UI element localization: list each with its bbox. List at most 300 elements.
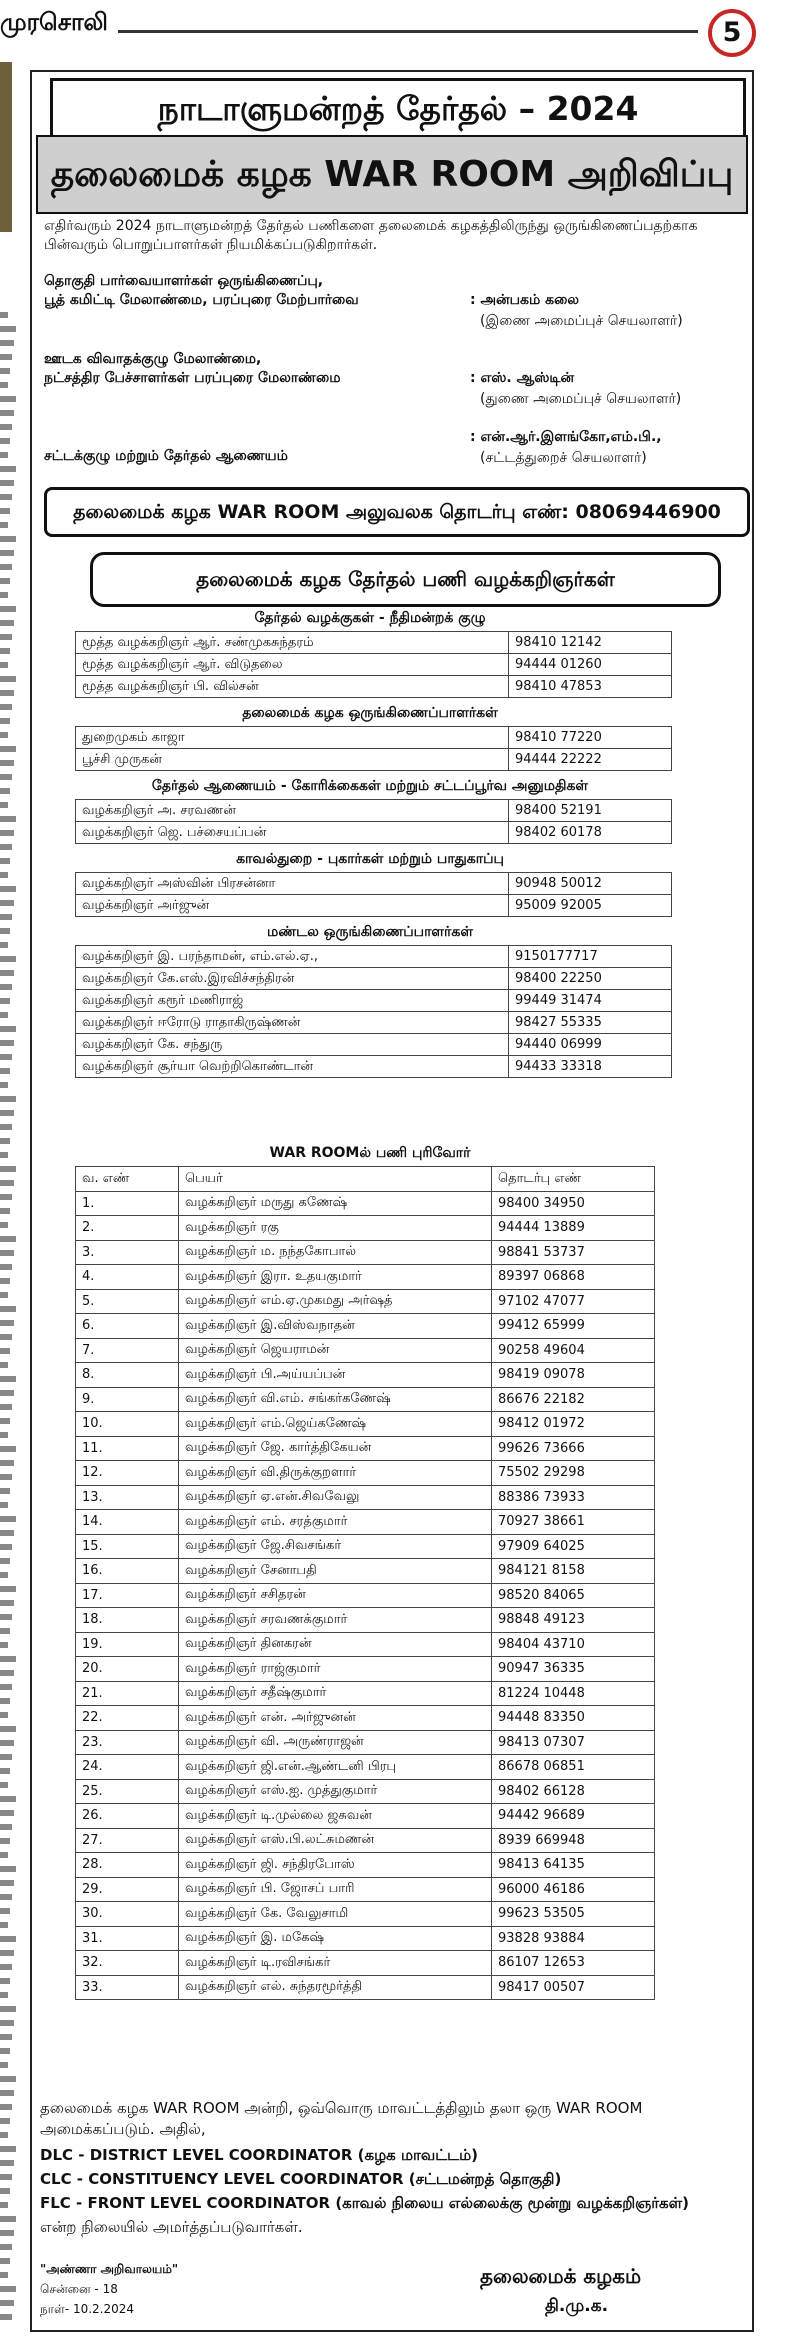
serial-number: 15. — [76, 1534, 179, 1559]
adjacent-text-line — [0, 1600, 14, 1606]
phone-number: 94444 22222 — [509, 749, 672, 771]
phone-number: 98400 52191 — [509, 800, 672, 822]
phone-number: 75502 29298 — [492, 1461, 655, 1486]
role-name: : அன்பகம் கலை — [470, 292, 579, 308]
adjacent-text-line — [0, 2160, 14, 2166]
adjacent-text-line — [0, 718, 10, 724]
adjacent-photo — [0, 62, 12, 232]
adjacent-text-line — [0, 1894, 12, 1900]
group-table — [75, 726, 672, 771]
adjacent-text-line — [0, 354, 12, 360]
adjacent-text-line — [0, 844, 12, 850]
adjacent-text-line — [0, 2258, 10, 2264]
group-table — [75, 945, 672, 1078]
phone-number: 98417 00507 — [492, 1975, 655, 2000]
adjacent-text-line — [0, 1222, 8, 1228]
phone-number: 81224 10448 — [492, 1681, 655, 1706]
lawyer-name: வழக்கறிஞர் ராஜ்குமார் — [179, 1657, 492, 1682]
adjacent-text-line — [0, 2020, 14, 2026]
adjacent-text-line — [0, 494, 12, 500]
adjacent-text-line — [0, 1362, 8, 1368]
adjacent-text-line — [0, 1908, 10, 1914]
phone-number: 98410 12142 — [509, 632, 672, 654]
phone-number: 98402 66128 — [492, 1779, 655, 1804]
adjacent-text-line — [0, 886, 16, 892]
adjacent-text-line — [0, 1236, 16, 1242]
adjacent-text-line — [0, 1796, 16, 1802]
adjacent-text-line — [0, 2300, 14, 2306]
adjacent-text-line — [0, 1880, 14, 1886]
adjacent-text-line — [0, 1516, 16, 1522]
table-row — [76, 1289, 655, 1314]
adjacent-text-line — [0, 424, 12, 430]
adjacent-text-line — [0, 2048, 10, 2054]
serial-number: 12. — [76, 1461, 179, 1486]
table-row — [76, 1804, 655, 1829]
serial-number: 19. — [76, 1632, 179, 1657]
adjacent-text-line — [0, 410, 14, 416]
phone-number: 94448 83350 — [492, 1706, 655, 1731]
table-header-row — [76, 1167, 655, 1192]
table-row — [76, 1363, 655, 1388]
serial-number: 10. — [76, 1412, 179, 1437]
adjacent-text-line — [0, 1110, 14, 1116]
flc-line: FLC - FRONT LEVEL COORDINATOR (காவல் நிலைய எல்லைக்கு மூன்று வழக்கறிஞர்கள்) — [40, 2194, 690, 2212]
table-row — [76, 1681, 655, 1706]
adjacent-text-line — [0, 1768, 10, 1774]
phone-number: 94442 96689 — [492, 1804, 655, 1829]
phone-number: 70927 38661 — [492, 1510, 655, 1535]
adjacent-text-line — [0, 1166, 16, 1172]
adjacent-text-line — [0, 1558, 10, 1564]
footer-closing: என்ற நிலையில் அமர்த்தப்படுவார்கள். — [40, 2218, 303, 2236]
adjacent-text-line — [0, 858, 10, 864]
adjacent-text-line — [0, 578, 10, 584]
phone-number: 98419 09078 — [492, 1363, 655, 1388]
table-row — [76, 1338, 655, 1363]
table-row — [76, 1853, 655, 1878]
phone-number: 93828 93884 — [492, 1926, 655, 1951]
lawyer-name: வழக்கறிஞர் சூர்யா வெற்றிகொண்டான் — [76, 1056, 509, 1078]
phone-number: 98410 47853 — [509, 676, 672, 698]
masthead: முரசொலி — [0, 8, 108, 36]
adjacent-text-line — [0, 1138, 10, 1144]
role-text-1: ஊடக விவாதக்குழு மேலாண்மை, — [44, 351, 262, 367]
adjacent-text-line — [0, 326, 16, 332]
adjacent-text-line — [0, 550, 14, 556]
serial-number: 31. — [76, 1926, 179, 1951]
adjacent-text-line — [0, 2244, 12, 2250]
adjacent-text-line — [0, 1586, 16, 1592]
adjacent-text-line — [0, 1642, 8, 1648]
table-row — [76, 822, 672, 844]
lawyer-name: வழக்கறிஞர் பி.அய்யப்பன் — [179, 1363, 492, 1388]
role-text-2: சட்டக்குழு மற்றும் தேர்தல் ஆணையம் — [44, 448, 288, 464]
clc-line: CLC - CONSTITUENCY LEVEL COORDINATOR (சட்டமன்றத் தொகுதி) — [40, 2170, 562, 2188]
adjacent-text-line — [0, 452, 8, 458]
lawyer-name: வழக்கறிஞர் தினகரன் — [179, 1632, 492, 1657]
adjacent-text-line — [0, 1978, 10, 1984]
adjacent-text-line — [0, 1936, 16, 1942]
lawyer-name: வழக்கறிஞர் மருது கணேஷ் — [179, 1191, 492, 1216]
adjacent-text-line — [0, 1068, 10, 1074]
adjacent-text-line — [0, 1264, 12, 1270]
adjacent-text-line — [0, 984, 12, 990]
signature-org: தலைமைக் கழகம் — [480, 2264, 642, 2288]
lawyer-name: வழக்கறிஞர் ரகு — [179, 1216, 492, 1241]
table-row — [76, 990, 672, 1012]
lawyer-name: வழக்கறிஞர் ஜி. சந்திரபோஸ் — [179, 1853, 492, 1878]
adjacent-text-line — [0, 2076, 16, 2082]
lawyer-name: வழக்கறிஞர் எல். சுந்தரமூர்த்தி — [179, 1975, 492, 2000]
serial-number: 17. — [76, 1583, 179, 1608]
signature-party: தி.மு.க. — [545, 2296, 609, 2316]
group-table — [75, 631, 672, 698]
adjacent-text-line — [0, 1348, 10, 1354]
lawyer-name: வழக்கறிஞர் ஈரோடு ராதாகிருஷ்ணன் — [76, 1012, 509, 1034]
adjacent-text-line — [0, 1866, 16, 1872]
adjacent-text-line — [0, 1964, 12, 1970]
adjacent-text-line — [0, 2216, 16, 2222]
adjacent-text-line — [0, 648, 10, 654]
lawyer-name: வழக்கறிஞர் எஸ்.ஐ. முத்துகுமார் — [179, 1779, 492, 1804]
adjacent-text-line — [0, 1530, 14, 1536]
adjacent-text-line — [0, 1502, 8, 1508]
adjacent-text-line — [0, 1852, 8, 1858]
adjacent-text-line — [0, 592, 8, 598]
phone-number: 86678 06851 — [492, 1755, 655, 1780]
phone-number: 9150177717 — [509, 946, 672, 968]
table-row — [76, 1314, 655, 1339]
phone-number: 97909 64025 — [492, 1534, 655, 1559]
table-row — [76, 1056, 672, 1078]
phone-number: 96000 46186 — [492, 1877, 655, 1902]
adjacent-text-line — [0, 788, 10, 794]
table-row — [76, 1608, 655, 1633]
serial-number: 27. — [76, 1828, 179, 1853]
table-row — [76, 946, 672, 968]
table-row — [76, 1387, 655, 1412]
phone-number: 98413 64135 — [492, 1853, 655, 1878]
table-row — [76, 1240, 655, 1265]
adjacent-text-line — [0, 1278, 10, 1284]
role-text-2: நட்சத்திர பேச்சாளர்கள் பரப்புரை மேலாண்மை — [44, 370, 341, 386]
adjacent-text-line — [0, 1838, 10, 1844]
serial-number: 20. — [76, 1657, 179, 1682]
lawyer-name: வழக்கறிஞர் ஜெ. பச்சையப்பன் — [76, 822, 509, 844]
phone-number: 90258 49604 — [492, 1338, 655, 1363]
serial-number: 32. — [76, 1951, 179, 1976]
page-header — [0, 0, 800, 62]
serial-number: 26. — [76, 1804, 179, 1829]
table-row — [76, 1730, 655, 1755]
adjacent-text-line — [0, 606, 16, 612]
lawyer-name: வழக்கறிஞர் வி.எம். சங்கர்கணேஷ் — [179, 1387, 492, 1412]
lawyer-name: வழக்கறிஞர் அஸ்வின் பிரசன்னா — [76, 873, 509, 895]
phone-number: 94444 01260 — [509, 654, 672, 676]
serial-number: 13. — [76, 1485, 179, 1510]
adjacent-text-line — [0, 802, 8, 808]
serial-number: 24. — [76, 1755, 179, 1780]
serial-number: 1. — [76, 1191, 179, 1216]
adjacent-text-line — [0, 522, 8, 528]
adjacent-text-line — [0, 508, 10, 514]
group-table — [75, 799, 672, 844]
lawyer-name: வழக்கறிஞர் அ. சரவணன் — [76, 800, 509, 822]
lawyer-name: வழக்கறிஞர் டி.முல்லை ஜசுவன் — [179, 1804, 492, 1829]
adjacent-text-line — [0, 746, 16, 752]
lawyer-name: வழக்கறிஞர் ஏ.என்.சிவவேலு — [179, 1485, 492, 1510]
phone-number: 98410 77220 — [509, 727, 672, 749]
table-row — [76, 968, 672, 990]
address-line: "அண்ணா அறிவாலயம்" — [40, 2262, 179, 2276]
lawyer-name: வழக்கறிஞர் சசிதரன் — [179, 1583, 492, 1608]
phone-number: 95009 92005 — [509, 895, 672, 917]
phone-number: 94433 33318 — [509, 1056, 672, 1078]
lawyer-name: மூத்த வழக்கறிஞர் பி. வில்சன் — [76, 676, 509, 698]
adjacent-text-line — [0, 1698, 10, 1704]
adjacent-text-line — [0, 760, 14, 766]
phone-number: 89397 06868 — [492, 1265, 655, 1290]
adjacent-text-line — [0, 1320, 14, 1326]
phone-number: 97102 47077 — [492, 1289, 655, 1314]
adjacent-text-line — [0, 1810, 14, 1816]
dlc-line: DLC - DISTRICT LEVEL COORDINATOR (கழக மாவட்டம்) — [40, 2146, 479, 2164]
adjacent-text-line — [0, 1306, 16, 1312]
serial-number: 5. — [76, 1289, 179, 1314]
headline: நாடாளுமன்றத் தேர்தல் – 2024 — [50, 78, 746, 140]
adjacent-text-line — [0, 816, 16, 822]
phone-number: 86676 22182 — [492, 1387, 655, 1412]
phone-number: 90948 50012 — [509, 873, 672, 895]
adjacent-text-line — [0, 704, 12, 710]
serial-number: 7. — [76, 1338, 179, 1363]
phone-number: 86107 12653 — [492, 1951, 655, 1976]
table-row — [76, 1436, 655, 1461]
lawyer-name: பூச்சி முருகன் — [76, 749, 509, 771]
adjacent-text-line — [0, 830, 14, 836]
table-row — [76, 895, 672, 917]
lawyer-name: வழக்கறிஞர் எம்.ஏ.முகமது அர்ஷத் — [179, 1289, 492, 1314]
table-row — [76, 1706, 655, 1731]
serial-number: 8. — [76, 1363, 179, 1388]
adjacent-text-line — [0, 1334, 12, 1340]
serial-number: 16. — [76, 1559, 179, 1584]
phone-number: 98404 43710 — [492, 1632, 655, 1657]
serial-number: 23. — [76, 1730, 179, 1755]
adjacent-text-line — [0, 382, 8, 388]
table-row — [76, 873, 672, 895]
adjacent-text-line — [0, 2174, 12, 2180]
adjacent-text-line — [0, 1054, 12, 1060]
lawyer-name: வழக்கறிஞர் வி.திருக்குறளார் — [179, 1461, 492, 1486]
group-heading: மண்டல ஒருங்கிணைப்பாளர்கள் — [267, 924, 473, 940]
phone-number: 98413 07307 — [492, 1730, 655, 1755]
lawyer-name: வழக்கறிஞர் இ.விஸ்வநாதன் — [179, 1314, 492, 1339]
adjacent-text-line — [0, 914, 12, 920]
lawyer-name: மூத்த வழக்கறிஞர் ஆர். சண்முகசுந்தரம் — [76, 632, 509, 654]
adjacent-text-line — [0, 1026, 16, 1032]
adjacent-text-line — [0, 396, 16, 402]
adjacent-text-line — [0, 1782, 8, 1788]
lawyer-name: வழக்கறிஞர் ஜே.சிவசங்கர் — [179, 1534, 492, 1559]
lawyer-name: வழக்கறிஞர் என். அர்ஜுனன் — [179, 1706, 492, 1731]
lawyer-name: வழக்கறிஞர் பி. ஜோசப் பாரி — [179, 1877, 492, 1902]
adjacent-text-line — [0, 1390, 14, 1396]
adjacent-text-line — [0, 1376, 16, 1382]
phone-number: 99449 31474 — [509, 990, 672, 1012]
serial-number: 21. — [76, 1681, 179, 1706]
table-row — [76, 1034, 672, 1056]
adjacent-text-line — [0, 1082, 8, 1088]
table-row — [76, 749, 672, 771]
table-row — [76, 676, 672, 698]
table-row — [76, 1657, 655, 1682]
adjacent-text-line — [0, 928, 10, 934]
group-heading: தலைமைக் கழக ஒருங்கிணைப்பாளர்கள் — [242, 705, 498, 721]
phone-number: 99412 65999 — [492, 1314, 655, 1339]
adjacent-text-line — [0, 732, 8, 738]
serial-number: 33. — [76, 1975, 179, 2000]
phone-number: 98848 49123 — [492, 1608, 655, 1633]
adjacent-text-line — [0, 1992, 8, 1998]
column-header: வ. எண் — [76, 1167, 179, 1192]
role-text-2: பூத் கமிட்டி மேலாண்மை, பரப்புரை மேற்பார்வை — [44, 292, 359, 308]
adjacent-text-line — [0, 2118, 10, 2124]
adjacent-text-line — [0, 2272, 8, 2278]
page-number: 5 — [708, 9, 756, 57]
adjacent-text-line — [0, 1418, 10, 1424]
serial-number: 25. — [76, 1779, 179, 1804]
group-heading: தேர்தல் ஆணையம் - கோரிக்கைகள் மற்றும் சட்டப்பூர்வ அனுமதிகள் — [151, 778, 589, 794]
adjacent-text-line — [0, 2062, 8, 2068]
table-row — [76, 1485, 655, 1510]
table-row — [76, 1779, 655, 1804]
lawyer-name: வழக்கறிஞர் ஜே. கார்த்திகேயன் — [179, 1436, 492, 1461]
adjacent-text-line — [0, 676, 16, 682]
serial-number: 3. — [76, 1240, 179, 1265]
adjacent-text-line — [0, 368, 10, 374]
adjacent-text-line — [0, 1754, 12, 1760]
date-line: நாள்- 10.2.2024 — [40, 2302, 135, 2316]
adjacent-text-line — [0, 1824, 12, 1830]
adjacent-text-line — [0, 970, 14, 976]
adjacent-text-line — [0, 1432, 8, 1438]
lawyer-name: வழக்கறிஞர் சரவணக்குமார் — [179, 1608, 492, 1633]
phone-number: 98400 22250 — [509, 968, 672, 990]
table-row — [76, 1951, 655, 1976]
table-row — [76, 1902, 655, 1927]
lawyer-name: மூத்த வழக்கறிஞர் ஆர். விடுதலை — [76, 654, 509, 676]
adjacent-text-line — [0, 1194, 12, 1200]
table-row — [76, 654, 672, 676]
adjacent-text-line — [0, 2006, 16, 2012]
column-header: பெயர் — [179, 1167, 492, 1192]
role-name: : என்.ஆர்.இளங்கோ,எம்.பி., — [470, 429, 662, 445]
phone-number: 88386 73933 — [492, 1485, 655, 1510]
adjacent-text-line — [0, 1124, 12, 1130]
phone-number: 90947 36335 — [492, 1657, 655, 1682]
table-row — [76, 1926, 655, 1951]
serial-number: 9. — [76, 1387, 179, 1412]
lawyer-name: வழக்கறிஞர் எம்.ஜெய்கணேஷ் — [179, 1412, 492, 1437]
adjacent-text-line — [0, 2146, 16, 2152]
adjacent-text-line — [0, 1040, 14, 1046]
lawyer-name: வழக்கறிஞர் இரா. உதயகுமார் — [179, 1265, 492, 1290]
adjacent-text-line — [0, 2314, 12, 2320]
group-heading: தேர்தல் வழக்குகள் - நீதிமன்றக் குழு — [254, 610, 486, 626]
adjacent-text-line — [0, 1292, 8, 1298]
adjacent-text-line — [0, 466, 16, 472]
phone-number: 98412 01972 — [492, 1412, 655, 1437]
adjacent-text-line — [0, 438, 10, 444]
adjacent-text-line — [0, 1474, 12, 1480]
adjacent-text-line — [0, 998, 10, 1004]
lawyer-name: வழக்கறிஞர் அர்ஜுன் — [76, 895, 509, 917]
table-row — [76, 1510, 655, 1535]
adjacent-text-line — [0, 774, 12, 780]
table-row — [76, 727, 672, 749]
lawyer-name: துறைமுகம் காஜா — [76, 727, 509, 749]
lawyer-name: வழக்கறிஞர் ஜெயராமன் — [179, 1338, 492, 1363]
adjacent-text-line — [0, 312, 8, 318]
adjacent-text-line — [0, 1950, 14, 1956]
phone-number: 94444 13889 — [492, 1216, 655, 1241]
table-row — [76, 1191, 655, 1216]
serial-number: 18. — [76, 1608, 179, 1633]
lawyer-name: வழக்கறிஞர் வி. அருண்ராஜன் — [179, 1730, 492, 1755]
table-row — [76, 1632, 655, 1657]
serial-number: 29. — [76, 1877, 179, 1902]
header-rule — [118, 30, 698, 33]
lawyer-name: வழக்கறிஞர் இ. பரந்தாமன், எம்.எல்.ஏ., — [76, 946, 509, 968]
section-title: தலைமைக் கழக தேர்தல் பணி வழக்கறிஞர்கள் — [90, 552, 721, 607]
serial-number: 14. — [76, 1510, 179, 1535]
adjacent-text-line — [0, 1096, 16, 1102]
table-row — [76, 1461, 655, 1486]
lawyer-name: வழக்கறிஞர் சதீஷ்குமார் — [179, 1681, 492, 1706]
lawyer-name: வழக்கறிஞர் எம். சரத்குமார் — [179, 1510, 492, 1535]
role-designation: (சட்டத்துறைச் செயலாளர்) — [480, 450, 647, 466]
adjacent-text-line — [0, 620, 14, 626]
adjacent-text-line — [0, 2202, 8, 2208]
adjacent-text-line — [0, 1670, 14, 1676]
adjacent-text-line — [0, 1712, 8, 1718]
adjacent-column — [0, 62, 22, 2340]
lawyer-name: வழக்கறிஞர் கே. வேலுசாமி — [179, 1902, 492, 1927]
phone-number: 98400 34950 — [492, 1191, 655, 1216]
adjacent-text-line — [0, 1572, 8, 1578]
table-row — [76, 632, 672, 654]
adjacent-text-line — [0, 662, 8, 668]
lawyer-name: வழக்கறிஞர் ம. நந்தகோபால் — [179, 1240, 492, 1265]
adjacent-text-line — [0, 1740, 14, 1746]
adjacent-text-line — [0, 872, 8, 878]
phone-number: 984121 8158 — [492, 1559, 655, 1584]
lawyer-name: வழக்கறிஞர் இ. மகேஷ் — [179, 1926, 492, 1951]
adjacent-text-line — [0, 1446, 16, 1452]
adjacent-text-line — [0, 1488, 10, 1494]
phone-number: 98402 60178 — [509, 822, 672, 844]
contact-box: தலைமைக் கழக WAR ROOM அலுவலக தொடர்பு எண்: 08069446900 — [44, 487, 750, 537]
lawyer-name: வழக்கறிஞர் கே.எஸ்.இரவிச்சந்திரன் — [76, 968, 509, 990]
lawyer-name: வழக்கறிஞர் கே. சந்துரு — [76, 1034, 509, 1056]
adjacent-text-line — [0, 1922, 8, 1928]
adjacent-text-line — [0, 1614, 12, 1620]
intro-text: எதிர்வரும் 2024 நாடாளுமன்றத் தேர்தல் பணிகளை தலைமைக் கழகத்திலிருந்து ஒருங்கிணைப்பதற்காக பின்வரும் பொறுப்பாளர்கள் நியமிக்கப்படுகிறார்கள். — [44, 218, 698, 253]
lawyer-name: வழக்கறிஞர் சேனாபதி — [179, 1559, 492, 1584]
adjacent-text-line — [0, 340, 14, 346]
